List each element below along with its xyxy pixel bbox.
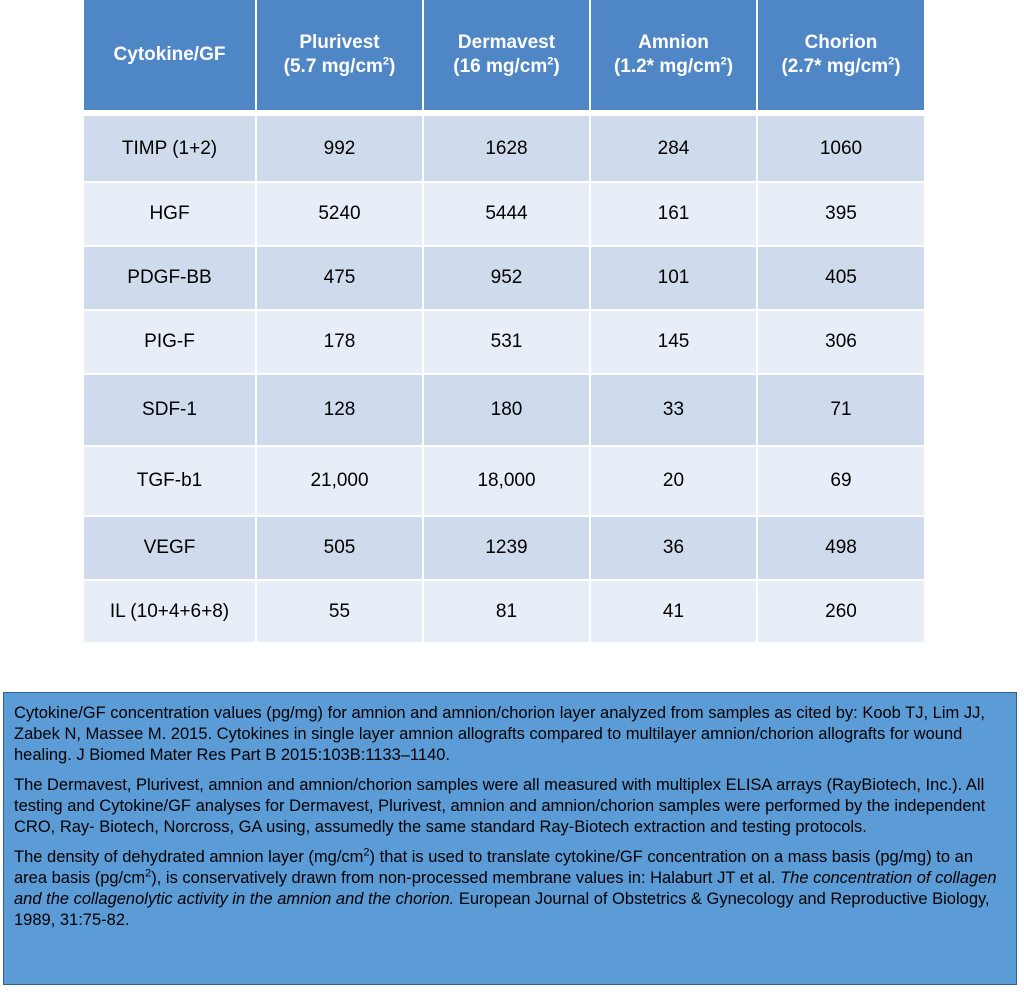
cell-amnion: 41 bbox=[590, 580, 757, 642]
cell-chorion: 395 bbox=[757, 182, 924, 246]
cell-dermavest: 5444 bbox=[423, 182, 590, 246]
cell-plurivest: 505 bbox=[256, 516, 423, 580]
header-unit-post: ) bbox=[894, 56, 901, 77]
note-article-title: The concentration of collagen and the collagenolytic activity in the amnion and the chorion. bbox=[14, 869, 997, 908]
table-body bbox=[84, 113, 924, 642]
cell-amnion: 101 bbox=[590, 246, 757, 310]
cell-dermavest: 180 bbox=[423, 374, 590, 446]
cell-chorion: 69 bbox=[757, 446, 924, 516]
cell-amnion: 20 bbox=[590, 446, 757, 516]
table-header bbox=[84, 0, 924, 113]
cell-dermavest: 1239 bbox=[423, 516, 590, 580]
header-unit-pre: (5.7 mg/cm bbox=[283, 56, 383, 77]
cell-amnion: 284 bbox=[590, 113, 757, 182]
cell-chorion: 71 bbox=[757, 374, 924, 446]
cell-plurivest: 992 bbox=[256, 113, 423, 182]
cell-chorion: 306 bbox=[757, 310, 924, 374]
cell-chorion: 405 bbox=[757, 246, 924, 310]
cell-plurivest: 21,000 bbox=[256, 446, 423, 516]
header-chorion bbox=[757, 0, 924, 113]
table-row bbox=[84, 580, 924, 642]
note-density: The density of dehydrated amnion layer $(mg/cm^2)$ that is used to translate cytokine/GF concentration on a mass basis (pg/mg) to an area basis $(pg/cm^2)$, is conservatively drawn from non-processed membrane values in: Halaburt JT et al. The concentration of collagen and the collagenolytic activity in the amnion and the chorion. European Journal of Obstetrics & Gynecology and Reproductive Biology, 1989, 31:75-82. bbox=[14, 846, 997, 929]
header-unit-sup: 2 bbox=[720, 55, 727, 68]
header-cytokine: Cytokine/GF bbox=[84, 0, 256, 113]
cell-dermavest: 18,000 bbox=[423, 446, 590, 516]
cell-amnion: 36 bbox=[590, 516, 757, 580]
note-methods: The Dermavest, Plurivest, amnion and amnion/chorion samples were all measured with multiplex ELISA arrays (RayBiotech, Inc.). All testing and Cytokine/GF analyses for Dermavest, Plurivest, amnion and amnion/chorion samples were performed by the independent CRO, Ray- Biotech, Norcross, GA using, assumedly the same standard Ray-Biotech extraction and testing protocols. bbox=[14, 776, 986, 836]
header-unit-post: ) bbox=[726, 56, 734, 77]
cell-plurivest: 5240 bbox=[256, 182, 423, 246]
cell-plurivest: 128 bbox=[256, 374, 423, 446]
cytokine-table bbox=[84, 0, 924, 642]
cell-amnion: 33 bbox=[590, 374, 757, 446]
note-citation: Cytokine/GF concentration values (pg/mg) for amnion and amnion/chorion layer analyzed from samples as cited by: Koob TJ, Lim JJ, Zabek N, Massee M. 2015. Cytokines in single layer amnion allografts compared to multilayer amnion/chorion allografts for wound healing. J Biomed Mater Res Part B 2015:103B:1133–1140. bbox=[14, 704, 985, 764]
header-row bbox=[84, 0, 924, 113]
row-label: PDGF-BB bbox=[84, 246, 256, 310]
cell-chorion: 1060 bbox=[757, 113, 924, 182]
row-label: HGF bbox=[84, 182, 256, 246]
header-unit-pre: (2.7* mg/cm bbox=[781, 56, 889, 77]
cell-dermavest: 1628 bbox=[423, 113, 590, 182]
header-dermavest bbox=[423, 0, 590, 113]
header-unit-sup: 2 bbox=[547, 55, 554, 68]
header-unit-pre: (1.2* mg/cm bbox=[613, 56, 721, 77]
table-row bbox=[84, 310, 924, 374]
header-name: Plurivest bbox=[299, 32, 380, 53]
header-amnion bbox=[590, 0, 757, 113]
header-unit-post: ) bbox=[553, 56, 560, 77]
table-row bbox=[84, 446, 924, 516]
table-row bbox=[84, 246, 924, 310]
header-name: Chorion bbox=[804, 32, 878, 53]
cell-dermavest: 531 bbox=[423, 310, 590, 374]
table-row bbox=[84, 182, 924, 246]
row-label: SDF-1 bbox=[84, 374, 256, 446]
header-name: Amnion bbox=[638, 32, 709, 53]
cell-dermavest: 81 bbox=[423, 580, 590, 642]
cell-chorion: 260 bbox=[757, 580, 924, 642]
cell-chorion: 498 bbox=[757, 516, 924, 580]
cell-plurivest: 475 bbox=[256, 246, 423, 310]
cell-plurivest: 55 bbox=[256, 580, 423, 642]
header-plurivest bbox=[256, 0, 423, 113]
row-label: TGF-b1 bbox=[84, 446, 256, 516]
header-unit-post: ) bbox=[389, 56, 396, 77]
table-row bbox=[84, 374, 924, 446]
table-row bbox=[84, 113, 924, 182]
header-unit-pre: (16 mg/cm bbox=[453, 56, 548, 77]
row-label: TIMP (1+2) bbox=[84, 113, 256, 182]
cell-plurivest: 178 bbox=[256, 310, 423, 374]
header-unit-sup: 2 bbox=[888, 55, 895, 68]
header-unit-sup: 2 bbox=[382, 55, 390, 68]
footnote-box bbox=[3, 692, 1017, 985]
cell-amnion: 145 bbox=[590, 310, 757, 374]
row-label: IL (10+4+6+8) bbox=[84, 580, 256, 642]
table-row bbox=[84, 516, 924, 580]
row-label: VEGF bbox=[84, 516, 256, 580]
cell-dermavest: 952 bbox=[423, 246, 590, 310]
row-label: PIG-F bbox=[84, 310, 256, 374]
header-name: Dermavest bbox=[457, 32, 556, 53]
cell-amnion: 161 bbox=[590, 182, 757, 246]
